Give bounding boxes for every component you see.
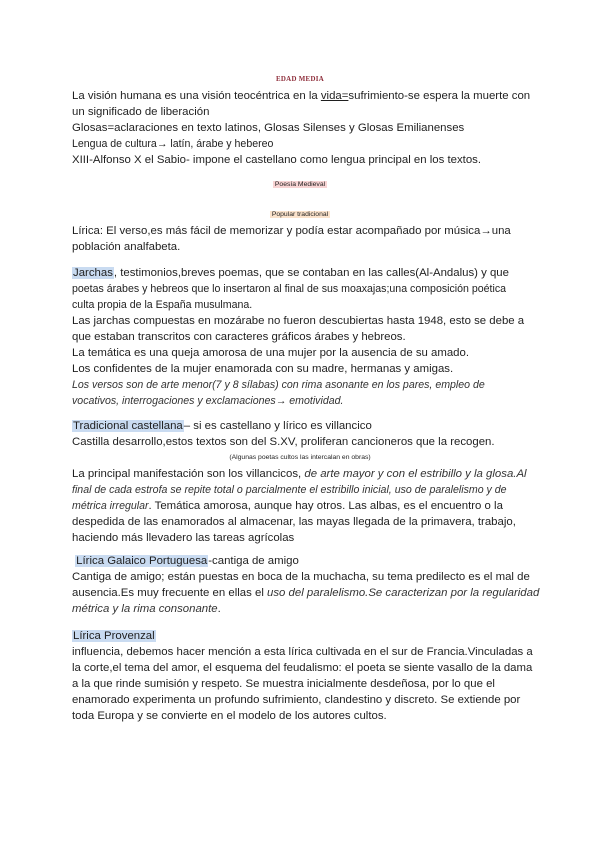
jarchas-label: Jarchas bbox=[73, 267, 113, 279]
jarchas-line-6: La temática es una queja amorosa de una mujer por la ausencia de su amado. bbox=[72, 347, 470, 359]
castellana-line-5: final de cada estrofa se repite total o parcialmente el estribillo inicial, uso de paralelismo y de bbox=[72, 484, 507, 496]
castellana-label: Tradicional castellana bbox=[73, 420, 183, 432]
intro-text: La visión humana es una visión teocéntrica en la bbox=[72, 90, 321, 102]
jarchas-line-8: Los versos son de arte menor(7 y 8 sílabas) con rima asonante en los pares, empleo de bbox=[72, 379, 485, 391]
provenzal-line-3: a la que rinde sumisión y respeto. Se muestra inicialmente desdeñosa, por lo que el bbox=[72, 678, 495, 690]
intro-line-4: Lengua de cultura→ latín, árabe y hebereo bbox=[72, 138, 274, 150]
galaico-line-2: Cantiga de amigo; están puestas en boca de la muchacha, su tema predilecto es el mal de bbox=[72, 571, 530, 583]
jarchas-line-9: vocativos, interrogaciones y exclamaciones→ emotividad. bbox=[72, 395, 344, 407]
provenzal-heading-row bbox=[72, 628, 156, 644]
vida-underlined: vida= bbox=[320, 90, 349, 102]
galaico-italic: métrica y la rima consonante bbox=[72, 603, 218, 615]
galaico-line-1 bbox=[72, 553, 299, 569]
provenzal-line-2: la corte,el tema del amor, el esquema del feudalismo: el poeta se siente vasallo de la dama bbox=[72, 662, 533, 674]
castellana-line-4 bbox=[72, 466, 527, 482]
jarchas-text: , testimonios,breves poemas, que se contaban en las calles(Al-Andalus) y que bbox=[113, 267, 509, 279]
castellana-text: . Temática amorosa, aunque hay otros. Las albas, es el encuentro o la bbox=[148, 500, 503, 512]
lirica-line-2: población analfabeta. bbox=[72, 241, 181, 253]
castellana-italic: métrica irregular bbox=[72, 500, 149, 512]
castellana-italic: de arte mayor y con el estribillo y la glosa.Al bbox=[304, 468, 527, 480]
intro-line-2: un significado de liberación bbox=[72, 106, 210, 118]
galaico-text: . bbox=[217, 603, 221, 615]
jarchas-line-5: que estaban transcritos con caracteres gráficos árabes y hebreos. bbox=[72, 331, 406, 343]
heading-poesia-medieval: Poesía Medieval bbox=[274, 181, 326, 188]
jarchas-line-2: poetas árabes y hebreos que lo insertaron al final de sus moaxajas;una composición poética bbox=[72, 283, 507, 295]
castellana-text: La principal manifestación son los villancicos, bbox=[72, 468, 305, 480]
galaico-label: Lírica Galaico Portuguesa bbox=[76, 555, 208, 567]
castellana-line-1 bbox=[72, 418, 372, 434]
castellana-line-8: haciendo más llevadero las tareas agrícolas bbox=[72, 532, 295, 544]
castellana-line-7: despedida de las enamorados al almacenar, las mayas llegada de la primavera, trabajo, bbox=[72, 516, 516, 528]
jarchas-line-1 bbox=[72, 265, 509, 281]
provenzal-line-5: toda Europa y se convierte en el modelo de los autores cultos. bbox=[72, 710, 387, 722]
intro-text: sufrimiento-se espera la muerte con bbox=[348, 90, 531, 102]
intro-line-3: Glosas=aclaraciones en texto latinos, Glosas Silenses y Glosas Emilianenses bbox=[72, 122, 465, 134]
galaico-text: -cantiga de amigo bbox=[208, 555, 299, 567]
castellana-line-6 bbox=[72, 498, 503, 514]
galaico-italic: uso del paralelismo.Se caracterizan por la regularidad bbox=[267, 587, 540, 599]
jarchas-line-3: culta propia de la España musulmana. bbox=[72, 299, 253, 311]
castellana-line-3: (Algunas poetas cultos las intercalan en obras) bbox=[229, 454, 371, 461]
jarchas-line-7: Los confidentes de la mujer enamorada con su madre, hermanas y amigas. bbox=[72, 363, 454, 375]
provenzal-line-1: influencia, debemos hacer mención a esta lírica cultivada en el sur de Francia.Vinculadas a bbox=[72, 646, 533, 658]
intro-line-1 bbox=[72, 88, 530, 104]
heading-poesia-row bbox=[0, 177, 600, 193]
castellana-text: – si es castellano y lírico es villancico bbox=[183, 420, 372, 432]
galaico-line-4 bbox=[72, 601, 221, 617]
heading-popular-tradicional: Popular tradicional bbox=[271, 211, 329, 218]
galaico-text: ausencia.Es muy frecuente en ellas el bbox=[72, 587, 268, 599]
castellana-line-2: Castilla desarrollo,estos textos son del S.XV, proliferan cancioneros que la recogen. bbox=[72, 436, 495, 448]
provenzal-label: Lírica Provenzal bbox=[73, 630, 155, 642]
provenzal-line-4: enamorado experimenta un profundo sufrimiento, clandestino y discreto. Se extiende por bbox=[72, 694, 521, 706]
lirica-line-1: Lírica: El verso,es más fácil de memorizar y podía estar acompañado por música→una bbox=[72, 225, 511, 237]
jarchas-line-4: Las jarchas compuestas en mozárabe no fueron descubiertas hasta 1948, esto se debe a bbox=[72, 315, 525, 327]
intro-line-5: XIII-Alfonso X el Sabio- impone el castellano como lengua principal en los textos. bbox=[72, 154, 482, 166]
heading-popular-row bbox=[0, 207, 600, 223]
page-title: EDAD MEDIA bbox=[276, 76, 324, 83]
galaico-line-3 bbox=[72, 585, 539, 601]
